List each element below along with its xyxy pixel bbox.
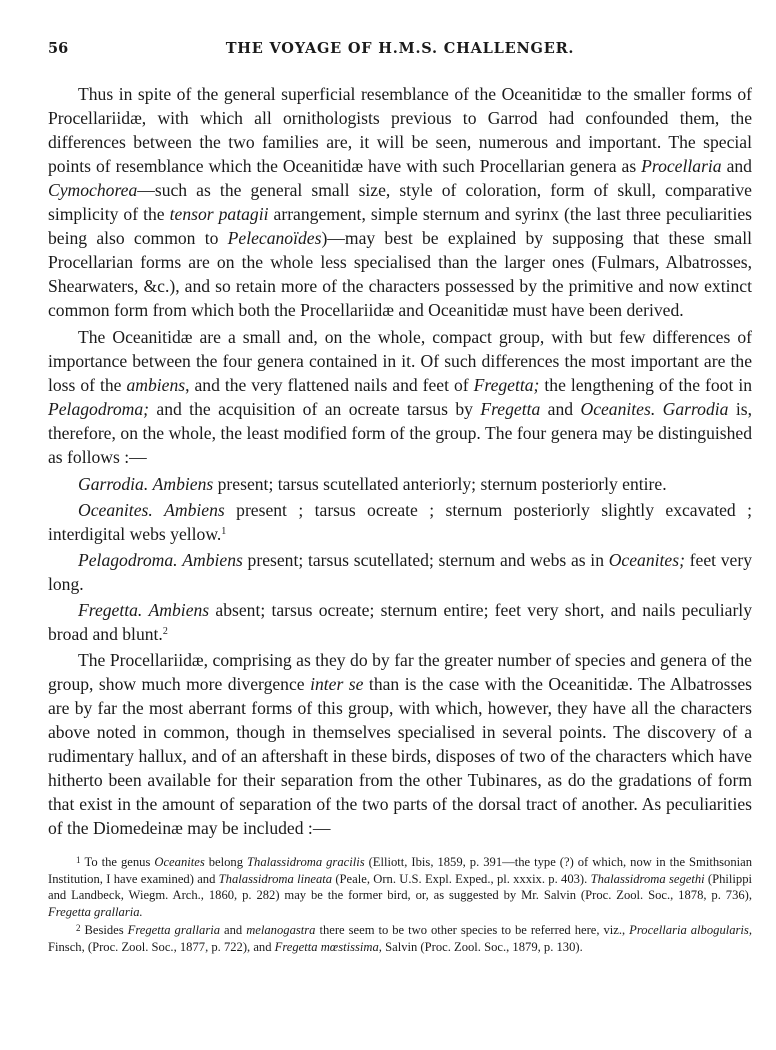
running-title: THE VOYAGE OF H.M.S. CHALLENGER.	[225, 40, 575, 57]
paragraph-procellariidae: The Procellariidæ, comprising as they do by far the greater number of species and genera of the group, show much more divergence inter se than is the case with the Oceanitidæ. The Albatrosses are by far the most aberrant forms of this group, with which, however, they have all the characters above noted in common, though in themselves specialised in several points. The discovery of a rudimentary hallux, and of an aftershaft in these birds, disposes of two of the characters which have hitherto been available for their separation from the other Tubinares, as do the gradations of form that exist in the amount of separation of the two parts of the dorsal tract of another. As peculiarities of the Diomedeinæ may be included :—	[48, 650, 752, 838]
footnote-ref-1: 1	[221, 526, 227, 537]
page-number: 56	[48, 40, 69, 57]
genus-fregetta: Fregetta. Ambiens absent; tarsus ocreate; sternum entire; feet very short, and nails peculiarly broad and blunt.$^2$	[48, 600, 752, 644]
genus-pelagodroma: Pelagodroma. Ambiens present; tarsus scutellated; sternum and webs as in Oceanites; feet very long.	[48, 550, 752, 594]
footnote-1: $^1$ To the genus Oceanites belong Thalassidroma gracilis (Elliott, Ibis, 1859, p. 391—the type (?) of which, now in the Smithsonian Institution, I have examined) and Thalassidroma lineata (Peale, Orn. U.S. Expl. Exped., pl. xxxix. p. 403). Thalassidroma segethi (Philippi and Landbeck, Wiegm. Arch., 1860, p. 282) may be the former bird, or, as suggested by Mr. Salvin (Proc. Zool. Soc., 1878, p. 736), Fregetta grallaria.	[48, 855, 753, 919]
paragraph-oceanitidae: The Oceanitidæ are a small and, on the whole, compact group, with but few differences of importance between the four genera contained in it. Of such differences the most important are the loss of the ambiens, and the very flattened nails and feet of Fregetta; the lengthening of the foot in Pelagodroma; and the acquisition of an ocreate tarsus by Fregetta and Oceanites. Garrodia is, therefore, on the whole, the least modified form of the group. The four genera may be distinguished as follows :—	[48, 327, 752, 467]
footnote-2: $^2$ Besides Fregetta grallaria and melanogastra there seem to be two other species to be referred here, viz., Procellaria albogularis, Finsch, (Proc. Zool. Soc., 1877, p. 722), and Fregetta mœstissima, Salvin (Proc. Zool. Soc., 1879, p. 130).	[48, 923, 752, 954]
footnote-ref-2: 2	[162, 626, 168, 637]
body-text	[48, 82, 752, 840]
page-header	[48, 40, 752, 70]
genus-oceanites: Oceanites. Ambiens present ; tarsus ocreate ; sternum posteriorly slightly excavated ; interdigital webs yellow.$^1$	[48, 500, 752, 544]
genus-garrodia: Garrodia. Ambiens present; tarsus scutellated anteriorly; sternum posteriorly entire.	[78, 474, 667, 494]
footnotes	[48, 854, 752, 955]
paragraph-resemblance: Thus in spite of the general superficial resemblance of the Oceanitidæ to the smaller forms of Procellariidæ, with which all ornithologists previous to Garrod had confounded them, the differences between the two families are, it will be seen, numerous and important. The special points of resemblance which the Oceanitidæ have with such Procellarian genera as Procellaria and Cymochorea—such as the general small size, style of coloration, form of skull, comparative simplicity of the tensor patagii arrangement, simple sternum and syrinx (the last three peculiarities being also common to Pelecanoïdes)—may best be explained by supposing that these small Procellarian forms are on the whole less specialised than the larger ones (Fulmars, Albatrosses, Shearwaters, &c.), and so retain more of the characters possessed by the primitive and now extinct common form from which both the Procellariidæ and Oceanitidæ must have been derived.	[48, 84, 753, 320]
